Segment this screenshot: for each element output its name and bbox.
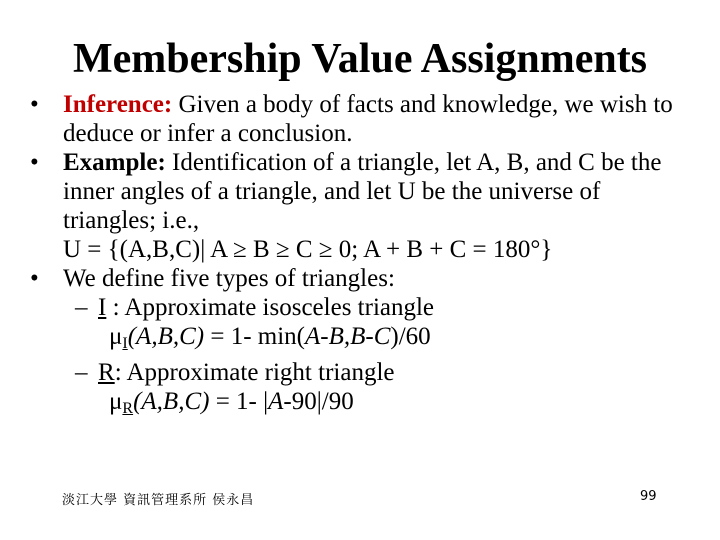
bullet-marker: • bbox=[30, 265, 39, 292]
type-letter: I bbox=[98, 294, 107, 321]
slide-title: Membership Value Assignments bbox=[72, 36, 648, 82]
mu-subscript: I bbox=[122, 335, 128, 352]
example-label: Example: bbox=[63, 149, 166, 176]
inference-text: Given a body of facts and knowledge, we wish to deduce or infer a conclusion. bbox=[63, 91, 673, 147]
formula-args: (A,B,C) bbox=[127, 323, 205, 350]
bullet-marker: • bbox=[30, 91, 39, 118]
formula-args: (A,B,C) bbox=[133, 388, 210, 415]
bullet-types bbox=[30, 264, 680, 293]
bullet-marker: • bbox=[30, 149, 39, 176]
type-desc: : Approximate isosceles triangle bbox=[106, 294, 435, 321]
example-text: Identification of a triangle, let A, B, and C be the inner angles of a triangle, and let U be the universe of triangles; i.e., bbox=[63, 149, 662, 234]
formula-post: )/60 bbox=[390, 323, 431, 350]
formula-italic: A-B,B-C bbox=[305, 323, 391, 350]
membership-formula-right bbox=[30, 387, 680, 423]
formula-pre: = 1- | bbox=[209, 388, 269, 415]
types-text: We define five types of triangles: bbox=[63, 265, 395, 292]
type-letter: R bbox=[98, 359, 115, 386]
membership-formula-isosceles bbox=[30, 322, 680, 358]
mu-symbol: μ bbox=[109, 388, 123, 415]
formula-pre: = 1- min( bbox=[204, 323, 306, 350]
page-number: 99 bbox=[640, 489, 657, 504]
bullet-inference bbox=[30, 90, 680, 148]
dash-marker: – bbox=[75, 359, 88, 386]
footer-text: 淡江大學 資訊管理系所 侯永昌 bbox=[62, 493, 255, 508]
formula-italic: A bbox=[268, 388, 284, 415]
mu-symbol: μ bbox=[109, 323, 123, 350]
inference-label: Inference: bbox=[63, 91, 173, 118]
formula-post: -90|/90 bbox=[283, 388, 354, 415]
type-isosceles bbox=[30, 293, 680, 322]
mu-subscript: R bbox=[122, 400, 134, 417]
bullet-example bbox=[30, 148, 680, 264]
universe-formula: U = {(A,B,C)| A ≥ B ≥ C ≥ 0; A + B + C = 180°} bbox=[63, 236, 553, 263]
dash-marker: – bbox=[75, 294, 88, 321]
slide-body bbox=[30, 90, 680, 423]
type-right bbox=[30, 358, 680, 387]
type-desc: : Approximate right triangle bbox=[114, 359, 395, 386]
